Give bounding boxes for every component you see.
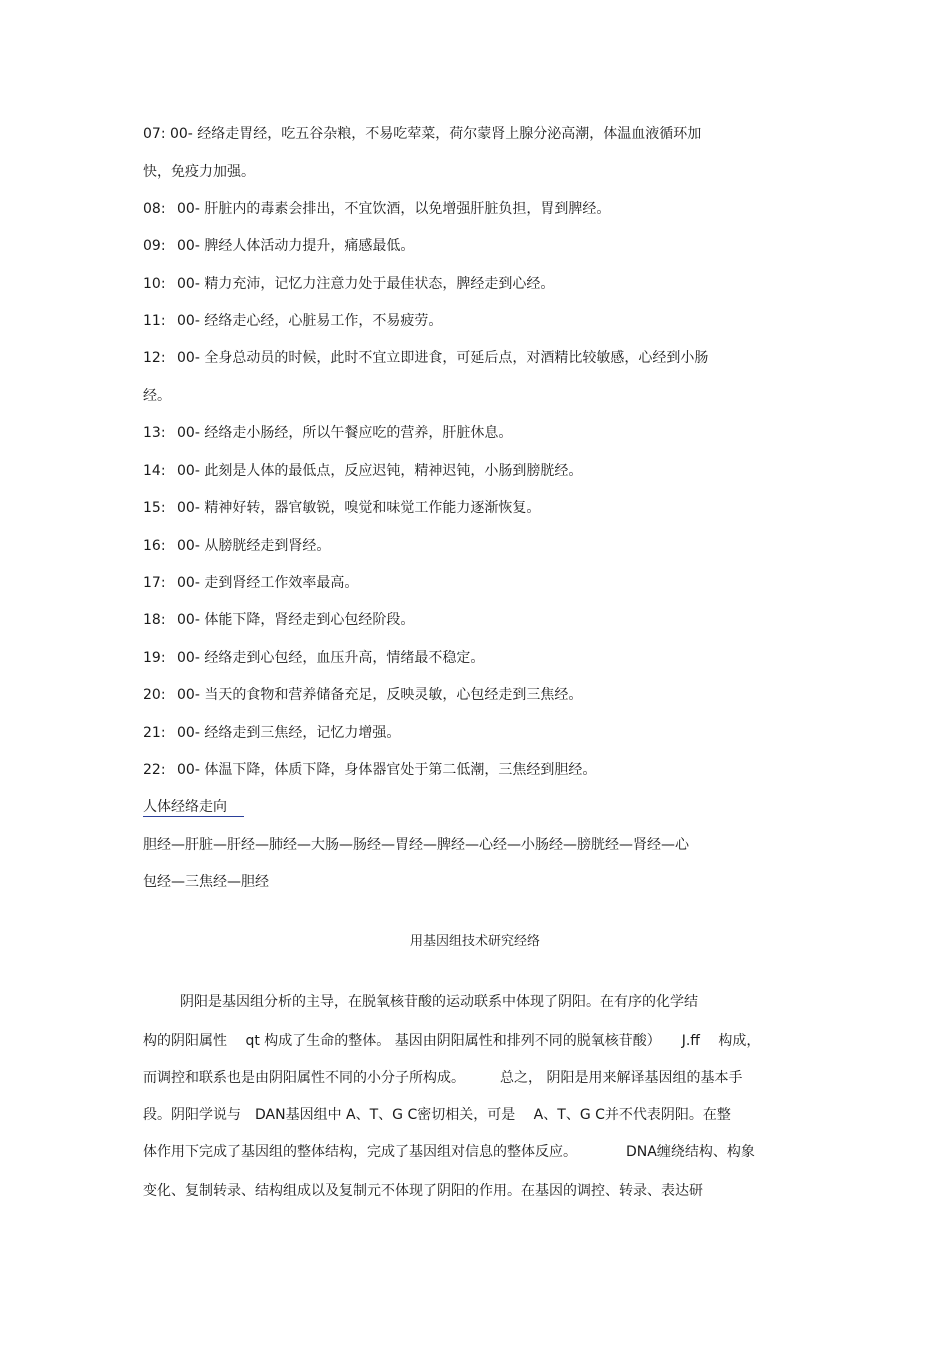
schedule-line bbox=[143, 610, 414, 630]
schedule-time: 21: bbox=[143, 725, 166, 741]
schedule-text: 00- 体温下降，体质下降，身体器官处于第二低潮，三焦经到胆经。 bbox=[177, 762, 597, 778]
schedule-text: 00- 经络走心经，心脏易工作，不易疲劳。 bbox=[177, 313, 443, 329]
schedule-time: 17: bbox=[143, 575, 166, 591]
schedule-text: 00- 此刻是人体的最低点，反应迟钝，精神迟钝，小肠到膀胱经。 bbox=[177, 463, 583, 479]
schedule-time: 22: bbox=[143, 762, 166, 778]
schedule-line bbox=[143, 236, 414, 256]
schedule-line bbox=[143, 348, 708, 368]
schedule-text: 00- 从膀胱经走到肾经。 bbox=[177, 538, 331, 554]
article-line: 段。阴阳学说与 DAN基因组中 A、T、G C密切相关，可是 A、T、G C并不代表阴阳。在整 bbox=[143, 1107, 731, 1123]
meridian-path-line: 胆经—肝脏—肝经—肺经—大肠—肠经—胃经—脾经—心经—小肠经—膀胱经—肾经—心 bbox=[143, 837, 689, 853]
schedule-text: 00- 经络走到三焦经，记忆力增强。 bbox=[177, 725, 401, 741]
schedule-line bbox=[143, 199, 610, 219]
schedule-time: 09: bbox=[143, 238, 166, 254]
schedule-line bbox=[143, 311, 442, 331]
schedule-line bbox=[143, 461, 582, 481]
schedule-text: 00- 当天的食物和营养储备充足，反映灵敏，心包经走到三焦经。 bbox=[177, 687, 583, 703]
meridian-heading: 人体经络走向 bbox=[143, 799, 227, 815]
schedule-line bbox=[143, 723, 400, 743]
schedule-time: 19: bbox=[143, 650, 166, 666]
schedule-time: 11: bbox=[143, 313, 166, 329]
schedule-line-07: 07: 00- 经络走胃经，吃五谷杂粮，不易吃荤菜，荷尔蒙肾上腺分泌高潮，体温血液循环加 bbox=[143, 126, 702, 142]
schedule-line bbox=[143, 685, 582, 705]
heading-underline bbox=[143, 816, 244, 817]
schedule-time: 10: bbox=[143, 276, 166, 292]
schedule-text: 00- 脾经人体活动力提升，痛感最低。 bbox=[177, 238, 415, 254]
schedule-line bbox=[143, 274, 554, 294]
schedule-time: 15: bbox=[143, 500, 166, 516]
schedule-line-07-cont: 快，免疫力加强。 bbox=[143, 164, 255, 180]
schedule-time: 20: bbox=[143, 687, 166, 703]
schedule-text: 00- 走到肾经工作效率最高。 bbox=[177, 575, 359, 591]
schedule-text: 00- 全身总动员的时候，此时不宜立即进食，可延后点，对酒精比较敏感，心经到小肠 bbox=[177, 350, 709, 366]
meridian-path-line-cont: 包经—三焦经—胆经 bbox=[143, 874, 269, 890]
schedule-text: 00- 体能下降，肾经走到心包经阶段。 bbox=[177, 612, 415, 628]
article-line: 体作用下完成了基因组的整体结构，完成了基因组对信息的整体反应。 DNA缠绕结构、构象 bbox=[143, 1144, 755, 1160]
schedule-time: 16: bbox=[143, 538, 166, 554]
schedule-line bbox=[143, 760, 596, 780]
article-line: 阴阳是基因组分析的主导，在脱氧核苷酸的运动联系中体现了阴阳。在有序的化学结 bbox=[180, 994, 698, 1010]
schedule-text: 00- 肝脏内的毒素会排出，不宜饮酒，以免增强肝脏负担，胃到脾经。 bbox=[177, 201, 611, 217]
schedule-text: 00- 精神好转，器官敏锐，嗅觉和味觉工作能力逐渐恢复。 bbox=[177, 500, 541, 516]
schedule-text: 00- 经络走到心包经，血压升高，情绪最不稳定。 bbox=[177, 650, 485, 666]
schedule-line bbox=[143, 423, 512, 443]
article-line: 构的阴阳属性 qt 构成了生命的整体。 基因由阴阳属性和排列不同的脱氧核苷酸） J.ff 构成， bbox=[143, 1033, 761, 1049]
schedule-line bbox=[143, 648, 484, 668]
schedule-time: 18: bbox=[143, 612, 166, 628]
schedule-line-cont: 经。 bbox=[143, 388, 171, 404]
schedule-text: 00- 精力充沛，记忆力注意力处于最佳状态，脾经走到心经。 bbox=[177, 276, 555, 292]
schedule-line bbox=[143, 536, 330, 556]
article-line: 变化、复制转录、结构组成以及复制元不体现了阴阳的作用。在基因的调控、转录、表达研 bbox=[143, 1183, 703, 1199]
article-line: 而调控和联系也是由阴阳属性不同的小分子所构成。 总之， 阴阳是用来解译基因组的基本手 bbox=[143, 1070, 743, 1086]
schedule-line bbox=[143, 573, 358, 593]
schedule-time: 12: bbox=[143, 350, 166, 366]
article-title: 用基因组技术研究经络 bbox=[409, 934, 540, 949]
schedule-line bbox=[143, 498, 540, 518]
schedule-time: 14: bbox=[143, 463, 166, 479]
schedule-time: 13: bbox=[143, 425, 166, 441]
schedule-time: 08: bbox=[143, 201, 166, 217]
schedule-text: 00- 经络走小肠经，所以午餐应吃的营养，肝脏休息。 bbox=[177, 425, 513, 441]
